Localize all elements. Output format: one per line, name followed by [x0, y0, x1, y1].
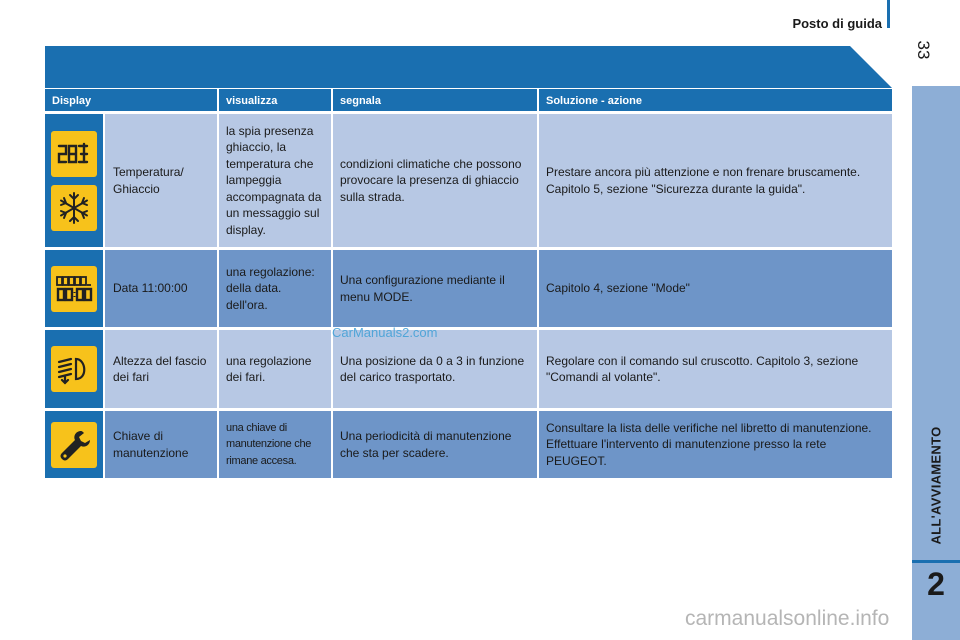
table-row	[45, 411, 892, 478]
icon-cell	[45, 250, 105, 327]
table-row	[45, 330, 892, 408]
header-soluzione: Soluzione - azione	[546, 95, 642, 107]
segnala-cell	[333, 330, 539, 408]
title-banner	[45, 46, 892, 88]
display-cell	[105, 114, 219, 247]
watermark-top: CarManuals2.com	[332, 325, 438, 340]
headlamp-leveling-icon	[51, 346, 97, 392]
azione-text: Consultare la lista delle verifiche nel libretto di manutenzione. Effettuare l'intervento di manutenzione presso la rete PEUGEOT.	[546, 420, 872, 468]
table-header-row	[45, 89, 892, 111]
chapter-label: ALL'AVVIAMENTO	[928, 426, 944, 545]
visualizza-text: la spia presenza ghiaccio, la temperatura che lampeggia accompagnata da un messaggio sul display.	[226, 123, 322, 237]
azione-cell	[539, 114, 892, 247]
display-cell	[105, 411, 219, 478]
snowflake-icon	[51, 185, 97, 231]
warning-table	[45, 89, 892, 478]
display-text: Chiave di manutenzione	[113, 429, 189, 460]
visualizza-text: una regolazione: della data. dell'ora.	[226, 264, 315, 312]
header-segnala: segnala	[333, 89, 539, 111]
temperature-display-icon	[51, 131, 97, 177]
azione-text: Capitolo 4, sezione "Mode"	[546, 281, 690, 296]
segnala-cell	[333, 250, 539, 327]
segnala-cell	[333, 114, 539, 247]
azione-cell	[539, 330, 892, 408]
icon-cell	[45, 411, 105, 478]
segnala-text: Una periodicità di manutenzione che sta per scadere.	[340, 429, 512, 460]
wrench-icon	[51, 422, 97, 468]
segnala-text: Una configurazione mediante il menu MODE.	[340, 273, 505, 304]
display-text: Temperatura/ Ghiaccio	[113, 165, 184, 196]
table-row	[45, 250, 892, 327]
segnala-text: condizioni climatiche che possono provocare la presenza di ghiaccio sulla strada.	[340, 156, 522, 204]
visualizza-cell	[219, 330, 333, 408]
icon-cell	[45, 330, 105, 408]
azione-cell	[539, 250, 892, 327]
chapter-number: 2	[927, 566, 945, 602]
display-text: Altezza del fascio dei fari	[113, 353, 207, 384]
segnala-cell	[333, 411, 539, 478]
watermark-bottom: carmanualsonline.info	[685, 607, 890, 630]
visualizza-cell	[219, 114, 333, 247]
azione-text: Regolare con il comando sul cruscotto. Capitolo 3, sezione "Comandi al volante".	[546, 353, 859, 384]
visualizza-cell	[219, 250, 333, 327]
visualizza-text: una regolazione dei fari.	[226, 353, 312, 384]
azione-cell	[539, 411, 892, 478]
icon-cell	[45, 114, 105, 247]
header-display: Display	[45, 89, 219, 111]
segnala-text: Una posizione da 0 a 3 in funzione del carico trasportato.	[340, 353, 525, 384]
table-row	[45, 114, 892, 247]
visualizza-cell	[219, 411, 333, 478]
visualizza-text: una chiave di manutenzione che rimane accesa.	[226, 421, 312, 467]
azione-text: Prestare ancora più attenzione e non frenare bruscamente. Capitolo 5, sezione "Sicurezza durante la guida".	[546, 165, 861, 196]
display-text: Data 11:00:00	[113, 281, 188, 296]
page-number: 33	[914, 40, 933, 60]
date-time-display-icon	[51, 266, 97, 312]
display-cell	[105, 250, 219, 327]
display-cell	[105, 330, 219, 408]
header-rule	[887, 0, 890, 28]
page-header-title: Posto di guida	[792, 16, 882, 31]
header-visualizza: visualizza	[219, 89, 333, 111]
